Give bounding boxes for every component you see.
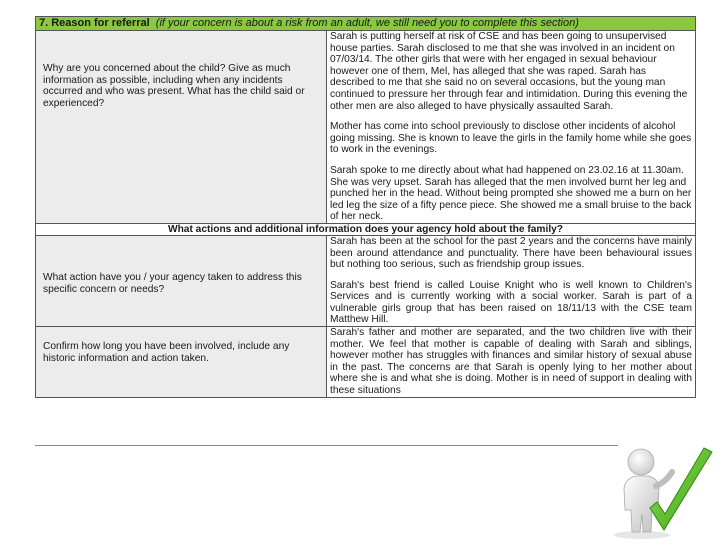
section-note: (if your concern is about a risk from an adult, we still need you to complete this section) [155, 17, 579, 29]
table-row [36, 235, 696, 326]
question-text: Confirm how long you have been involved, include any historic information and action taken. [43, 341, 290, 364]
answer-paragraph: Sarah has been at the school for the past 2 years and the concerns have mainly been around attendance and punctuality. There have been behavioural issues but nothing too serious, such as friendship group issues. [330, 235, 692, 271]
answer-cell [327, 31, 696, 224]
question-cell [36, 31, 327, 224]
answer-paragraph: Sarah's best friend is called Louise Knight who is well known to Children's Services and is currently working with a social worker. Sarah is part of a vulnerable girls group that has been raised on 18/11/13 with the CSE team Matthew Hill. [330, 279, 692, 326]
table-row [36, 327, 696, 398]
answer-cell [327, 235, 696, 326]
question-text: Why are you concerned about the child? Give as much information as possible, including when any incidents occurred and who was present. What has the child said or experienced? [43, 63, 305, 109]
question-text: What action have you / your agency taken to address this specific concern or needs? [43, 271, 302, 295]
answer-paragraph: Sarah spoke to me directly about what had happened on 23.02.16 at 11.30am. She was very upset. Sarah has alleged that the men involved burnt her leg and punched her in the head. Without being prompted she showed me a burn on her led leg the size of a fifty pence piece. She showed me a small bruise to the back of her neck. [330, 164, 692, 223]
page-divider [35, 445, 618, 446]
section-title: 7. Reason for referral [39, 17, 150, 29]
person-with-checkmark-icon [612, 438, 718, 540]
question-cell [36, 235, 327, 326]
question-cell [36, 327, 327, 398]
answer-paragraph: Sarah's father and mother are separated, and the two children live with their mother. We feel that mother is capable of dealing with Sarah and siblings, however mother has struggles with finances and similar history of sexual abuse in the past. The concerns are that Sarah is openly lying to her mother about where she is and what she is doing. Mother is in need of support in dealing with these situations [330, 327, 692, 397]
section-header [36, 17, 696, 31]
table-row [36, 31, 696, 224]
referral-form-table [35, 16, 696, 398]
answer-paragraph: Mother has come into school previously to disclose other incidents of alcohol going missing. She is known to leave the girls in the family home while she goes to work in the evenings. [330, 121, 692, 156]
family-info-subheading: What actions and additional information does your agency hold about the family? [36, 223, 696, 235]
answer-cell [327, 327, 696, 398]
answer-paragraph: Sarah is putting herself at risk of CSE and has been going to unsupervised house parties. Sarah disclosed to me that she was involved in an incident on 07/03/14. The other girls that were with her engaged in sexual behaviour however one of them, Mel, has alleged that she was raped. Sarah has described to me that she said no on several occasions, but the young man continued to pressure her through fear and intimidation. During this evening the other men are also alleged to have physically assaulted Sarah. [330, 31, 688, 112]
